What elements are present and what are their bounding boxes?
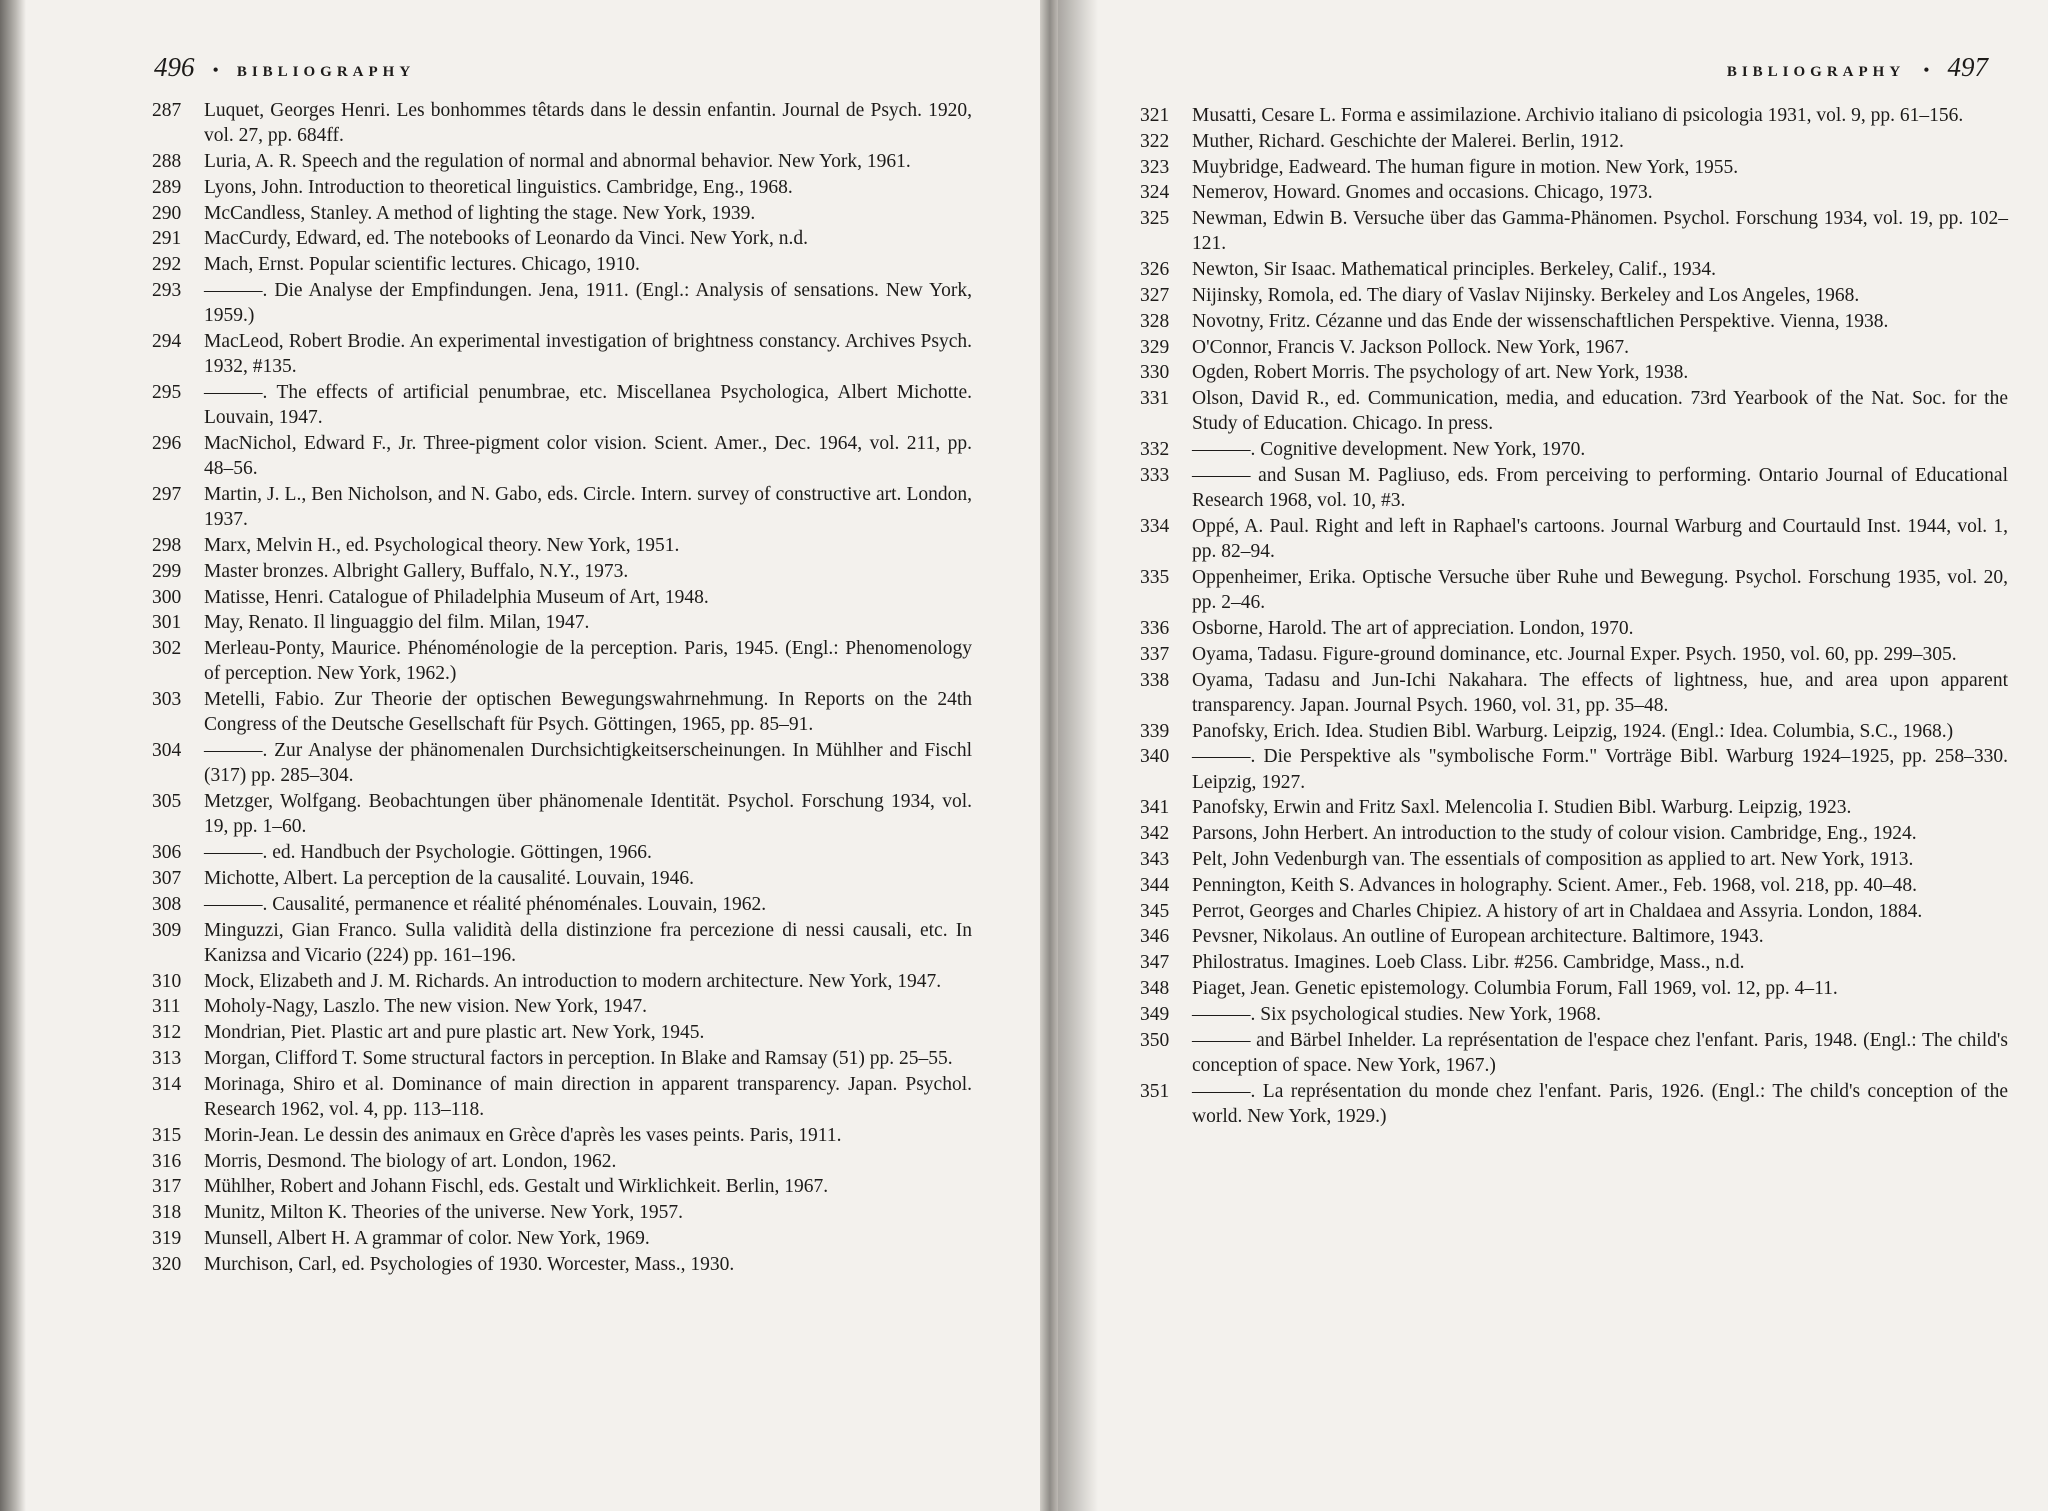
bibliography-entry [1140,129,2008,154]
bibliography-entry [1140,1079,2008,1129]
entry-number: 343 [1140,848,1170,870]
page-edge-shadow [0,0,26,1511]
entry-text: ———. Zur Analyse der phänomenalen Durchsichtigkeitserscheinungen. In Mühlher and Fischl (317) pp. 285–304. [204,740,972,787]
entry-number: 325 [1140,208,1170,230]
entry-number: 321 [1140,105,1170,126]
entry-text: Michotte, Albert. La perception de la causalité. Louvain, 1946. [204,867,695,889]
entry-text: Parsons, John Herbert. An introduction to the study of colour vision. Cambridge, Eng., 1924. [1192,823,1917,845]
bibliography-entry [1140,335,2008,360]
bibliography-entry [152,610,972,635]
entry-text: ——— and Bärbel Inhelder. La représentation de l'espace chez l'enfant. Paris, 1948. (Engl.: The child's conception of space. New York, 1967.) [1192,1029,2008,1076]
entry-number: 300 [152,586,182,608]
entry-number: 296 [152,432,182,454]
entry-number: 338 [1140,669,1170,691]
entry-text: O'Connor, Francis V. Jackson Pollock. New York, 1967. [1192,336,1629,358]
entry-number: 319 [152,1227,182,1249]
entry-text: Marx, Melvin H., ed. Psychological theory. New York, 1951. [204,534,680,556]
bibliography-entry [152,994,972,1019]
entry-number: 345 [1140,900,1170,922]
entry-number: 332 [1140,439,1170,461]
entry-text: ———. La représentation du monde chez l'enfant. Paris, 1926. (Engl.: The child's conception of the world. New York, 1929.) [1192,1080,2008,1127]
bibliography-entry [1140,719,2008,744]
bibliography-entry [1140,386,2008,436]
entry-text: Minguzzi, Gian Franco. Sulla validità della distinzione fra percezione di nessi causali, etc. In Kanizsa and Vicario (224) pp. 161–196. [204,919,972,966]
entry-text: Muybridge, Eadweard. The human figure in motion. New York, 1955. [1192,156,1739,178]
entry-number: 310 [152,970,182,992]
entry-text: May, Renato. Il linguaggio del film. Milan, 1947. [204,612,590,634]
bibliography-entry [152,1252,972,1277]
entry-number: 350 [1140,1029,1170,1051]
entry-text: Nijinsky, Romola, ed. The diary of Vaslav Nijinsky. Berkeley and Los Angeles, 1968. [1192,284,1860,306]
entry-text: Pevsner, Nikolaus. An outline of European architecture. Baltimore, 1943. [1192,926,1764,948]
bibliography-entry [152,98,972,148]
entry-number: 322 [1140,130,1170,152]
page-edge-shadow [1058,0,1098,1511]
entry-number: 323 [1140,156,1170,178]
entry-text: Perrot, Georges and Charles Chipiez. A history of art in Chaldaea and Assyria. London, 1884. [1192,900,1923,922]
entry-text: Master bronzes. Albright Gallery, Buffalo, N.Y., 1973. [204,560,629,582]
bibliography-entry [1140,642,2008,667]
entry-number: 344 [1140,874,1170,896]
entry-number: 304 [152,740,182,762]
bibliography-entry [152,201,972,226]
entry-text: Merleau-Ponty, Maurice. Phénoménologie de la perception. Paris, 1945. (Engl.: Phenomenology of perception. New York, 1962.) [204,638,972,685]
bibliography-entry [1140,873,2008,898]
bibliography-entry [1140,360,2008,385]
entry-number: 318 [152,1202,182,1224]
bibliography-entry [152,789,972,839]
bibliography-entry [152,559,972,584]
entry-text: Panofsky, Erich. Idea. Studien Bibl. Warburg. Leipzig, 1924. (Engl.: Idea. Columbia, S.C., 1968.) [1192,720,1954,742]
bibliography-entry [1140,847,2008,872]
bibliography-entry [1140,103,2008,128]
entry-number: 312 [152,1022,182,1044]
entry-number: 317 [152,1176,182,1198]
entry-text: Lyons, John. Introduction to theoretical linguistics. Cambridge, Eng., 1968. [204,176,793,198]
entry-number: 337 [1140,643,1170,665]
entry-number: 320 [152,1253,182,1275]
entry-number: 342 [1140,823,1170,845]
entry-text: ———. The effects of artificial penumbrae, etc. Miscellanea Psychologica, Albert Michotte. Louvain, 1947. [204,381,972,429]
entry-number: 331 [1140,388,1170,410]
entry-text: Muther, Richard. Geschichte der Malerei. Berlin, 1912. [1192,130,1624,152]
bibliography-entry [152,380,972,430]
bibliography-entry [152,1226,972,1251]
entry-text: McCandless, Stanley. A method of lighting the stage. New York, 1939. [204,202,756,224]
entry-text: Mach, Ernst. Popular scientific lectures. Chicago, 1910. [204,254,640,276]
entry-number: 314 [152,1073,182,1095]
bibliography-entry [152,866,972,891]
entry-text: Ogden, Robert Morris. The psychology of art. New York, 1938. [1192,362,1689,384]
entry-text: ———. Die Perspektive als "symbolische Form." Vorträge Bibl. Warburg 1924–1925, pp. 258–330. Leipzig, 1927. [1192,746,2008,793]
bibliography-entry [1140,668,2008,718]
entry-number: 351 [1140,1080,1170,1102]
bibliography-entry [152,1149,972,1174]
entry-number: 315 [152,1124,182,1146]
bibliography-entry [152,1123,972,1148]
entry-text: Luria, A. R. Speech and the regulation of normal and abnormal behavior. New York, 1961. [204,151,911,172]
entry-number: 293 [152,279,182,301]
bibliography-list [152,98,972,1278]
entry-text: Oyama, Tadasu. Figure-ground dominance, etc. Journal Exper. Psych. 1950, vol. 60, pp. 299–305. [1192,643,1957,665]
entry-number: 305 [152,791,182,813]
bibliography-entry [1140,1002,2008,1027]
entry-text: Nemerov, Howard. Gnomes and occasions. Chicago, 1973. [1192,182,1653,204]
entry-text: Morin-Jean. Le dessin des animaux en Grèce d'après les vases peints. Paris, 1911. [204,1124,842,1146]
entry-number: 334 [1140,515,1170,537]
running-head-title: BIBLIOGRAPHY [1726,64,1906,80]
entry-text: Metelli, Fabio. Zur Theorie der optischen Bewegungswahrnehmung. In Reports on the 24th Congress of the Deutsche Gesellschaft für Psych. Göttingen, 1965, pp. 85–91. [204,689,972,736]
bibliography-entry [152,585,972,610]
entry-number: 307 [152,867,182,889]
entry-number: 340 [1140,746,1170,768]
bibliography-entry [1140,821,2008,846]
entry-text: Morgan, Clifford T. Some structural factors in perception. In Blake and Ramsay (51) pp. 25–55. [204,1047,953,1069]
bibliography-entry [1140,616,2008,641]
bibliography-entry [152,1072,972,1122]
bibliography-entry [152,252,972,277]
bibliography-entry [1140,155,2008,180]
entry-text: ———. Six psychological studies. New York, 1968. [1192,1003,1601,1025]
bibliography-entry [152,636,972,686]
separator-bullet: • [1923,60,1930,80]
entry-number: 287 [152,100,182,121]
entry-text: ———. Die Analyse der Empfindungen. Jena, 1911. (Engl.: Analysis of sensations. New York, 1959.) [204,279,972,327]
bibliography-entry [1140,283,2008,308]
entry-text: Oyama, Tadasu and Jun-Ichi Nakahara. The effects of lightness, hue, and area upon apparent transparency. Japan. Journal Psych. 1960, vol. 31, pp. 35–48. [1192,669,2008,716]
bibliography-entry [152,278,972,328]
entry-text: ———. Cognitive development. New York, 1970. [1192,439,1586,461]
bibliography-entry [152,431,972,481]
bibliography-entry [152,1174,972,1199]
entry-number: 297 [152,483,182,505]
bibliography-entry [1140,180,2008,205]
entry-number: 309 [152,919,182,941]
entry-number: 288 [152,151,182,172]
entry-number: 302 [152,638,182,660]
bibliography-entry [1140,976,2008,1001]
page-number: 497 [1947,52,1988,82]
bibliography-entry [1140,565,2008,615]
entry-number: 294 [152,330,182,352]
entry-number: 299 [152,560,182,582]
entry-number: 336 [1140,617,1170,639]
entry-number: 306 [152,842,182,864]
bibliography-entry [152,1200,972,1225]
entry-number: 311 [152,996,181,1018]
bibliography-entry [152,1046,972,1071]
entry-text: Murchison, Carl, ed. Psychologies of 1930. Worcester, Mass., 1930. [204,1253,735,1275]
page-number: 496 [154,52,195,82]
entry-number: 292 [152,254,182,276]
entry-text: Oppenheimer, Erika. Optische Versuche über Ruhe und Bewegung. Psychol. Forschung 1935, vol. 20, pp. 2–46. [1192,566,2008,614]
bibliography-entry [152,149,972,174]
bibliography-entry [1140,257,2008,282]
entry-text: Osborne, Harold. The art of appreciation. London, 1970. [1192,617,1634,639]
bibliography-entry [1140,309,2008,334]
entry-number: 326 [1140,259,1170,281]
bibliography-entry [1140,924,2008,949]
entry-number: 295 [152,381,182,403]
bibliography-entry [152,840,972,865]
entry-number: 349 [1140,1003,1170,1025]
bibliography-list [1140,103,2008,1130]
entry-text: Munitz, Milton K. Theories of the universe. New York, 1957. [204,1202,683,1224]
bibliography-entry [1140,795,2008,820]
entry-text: Luquet, Georges Henri. Les bonhommes têtards dans le dessin enfantin. Journal de Psych. 1920, vol. 27, pp. 684ff. [204,100,972,147]
entry-number: 313 [152,1047,182,1069]
entry-text: Mühlher, Robert and Johann Fischl, eds. Gestalt und Wirklichkeit. Berlin, 1967. [204,1176,829,1198]
entry-text: Musatti, Cesare L. Forma e assimilazione. Archivio italiano di psicologia 1931, vol. 9, pp. 61–156. [1192,105,1964,126]
entry-number: 290 [152,202,182,224]
entry-number: 339 [1140,720,1170,742]
entry-number: 301 [152,612,182,634]
entry-text: Mondrian, Piet. Plastic art and pure plastic art. New York, 1945. [204,1022,705,1044]
entry-text: Olson, David R., ed. Communication, media, and education. 73rd Yearbook of the Nat. Soc. for the Study of Education. Chicago. In press. [1192,388,2008,435]
bibliography-entry [152,738,972,788]
entry-number: 289 [152,176,182,198]
bibliography-entry [152,226,972,251]
entry-text: Morinaga, Shiro et al. Dominance of main direction in apparent transparency. Japan. Psychol. Research 1962, vol. 4, pp. 113–118. [204,1073,972,1120]
bibliography-entry [152,969,972,994]
entry-number: 298 [152,534,182,556]
entry-number: 324 [1140,182,1170,204]
bibliography-entry [1140,744,2008,794]
entry-text: Oppé, A. Paul. Right and left in Raphael's cartoons. Journal Warburg and Courtauld Inst. 1944, vol. 1, pp. 82–94. [1192,515,2008,563]
running-head [1727,52,1988,92]
entry-text: Munsell, Albert H. A grammar of color. New York, 1969. [204,1227,650,1249]
entry-text: Martin, J. L., Ben Nicholson, and N. Gabo, eds. Circle. Intern. survey of constructive art. London, 1937. [204,483,972,531]
entry-text: Piaget, Jean. Genetic epistemology. Columbia Forum, Fall 1969, vol. 12, pp. 4–11. [1192,977,1838,999]
entry-number: 327 [1140,284,1170,306]
entry-text: ———. ed. Handbuch der Psychologie. Göttingen, 1966. [204,842,652,864]
entry-text: Newton, Sir Isaac. Mathematical principles. Berkeley, Calif., 1934. [1192,259,1716,281]
entry-text: Metzger, Wolfgang. Beobachtungen über phänomenale Identität. Psychol. Forschung 1934, vol. 19, pp. 1–60. [204,791,972,838]
bibliography-entry [1140,463,2008,513]
bibliography-entry [152,1020,972,1045]
entry-text: ———. Causalité, permanence et réalité phénoménales. Louvain, 1962. [204,893,767,915]
entry-number: 347 [1140,952,1170,974]
entry-number: 316 [152,1150,182,1172]
entry-number: 328 [1140,310,1170,332]
bibliography-entry [1140,899,2008,924]
entry-text: MacLeod, Robert Brodie. An experimental investigation of brightness constancy. Archives Psych. 1932, #135. [204,330,972,378]
entry-number: 303 [152,689,182,711]
bibliography-entry [152,687,972,737]
entry-number: 335 [1140,566,1170,588]
bibliography-entry [1140,950,2008,975]
bibliography-entry [152,329,972,379]
bibliography-entry [1140,206,2008,256]
bibliography-entry [152,482,972,532]
bibliography-entry [152,918,972,968]
entry-text: MacCurdy, Edward, ed. The notebooks of Leonardo da Vinci. New York, n.d. [204,228,808,250]
separator-bullet: • [212,60,219,80]
entry-text: ——— and Susan M. Pagliuso, eds. From perceiving to performing. Ontario Journal of Educational Research 1968, vol. 10, #3. [1192,464,2008,512]
bibliography-entry [152,175,972,200]
entry-text: Matisse, Henri. Catalogue of Philadelphia Museum of Art, 1948. [204,586,709,608]
entry-text: Pennington, Keith S. Advances in holography. Scient. Amer., Feb. 1968, vol. 218, pp. 40–48. [1192,874,1918,896]
right-page [1058,0,2048,1511]
entry-text: Moholy-Nagy, Laszlo. The new vision. New York, 1947. [204,996,648,1018]
entry-number: 346 [1140,926,1170,948]
bibliography-entry [1140,1028,2008,1078]
entry-text: Newman, Edwin B. Versuche über das Gamma-Phänomen. Psychol. Forschung 1934, vol. 19, pp. 102–121. [1192,208,2008,255]
entry-text: Philostratus. Imagines. Loeb Class. Libr. #256. Cambridge, Mass., n.d. [1192,952,1745,974]
entry-text: Morris, Desmond. The biology of art. London, 1962. [204,1150,617,1172]
entry-number: 330 [1140,362,1170,384]
entry-number: 348 [1140,977,1170,999]
entry-number: 308 [152,893,182,915]
entry-number: 341 [1140,797,1170,819]
bibliography-entry [152,533,972,558]
bibliography-entry [1140,437,2008,462]
entry-number: 329 [1140,336,1170,358]
running-head-title: BIBLIOGRAPHY [236,64,416,80]
bibliography-entry [152,892,972,917]
entry-text: MacNichol, Edward F., Jr. Three-pigment color vision. Scient. Amer., Dec. 1964, vol. 211, pp. 48–56. [204,432,972,480]
entry-text: Panofsky, Erwin and Fritz Saxl. Melencolia I. Studien Bibl. Warburg. Leipzig, 1923. [1192,797,1852,819]
entry-number: 291 [152,228,182,250]
entry-text: Pelt, John Vedenburgh van. The essentials of composition as applied to art. New York, 1913. [1192,848,1914,870]
book-gutter [1040,0,1058,1511]
bibliography-entry [1140,514,2008,564]
running-head [154,52,415,92]
entry-text: Mock, Elizabeth and J. M. Richards. An introduction to modern architecture. New York, 1947. [204,970,942,992]
entry-number: 333 [1140,464,1170,486]
entry-text: Novotny, Fritz. Cézanne und das Ende der wissenschaftlichen Perspektive. Vienna, 1938. [1192,310,1889,332]
